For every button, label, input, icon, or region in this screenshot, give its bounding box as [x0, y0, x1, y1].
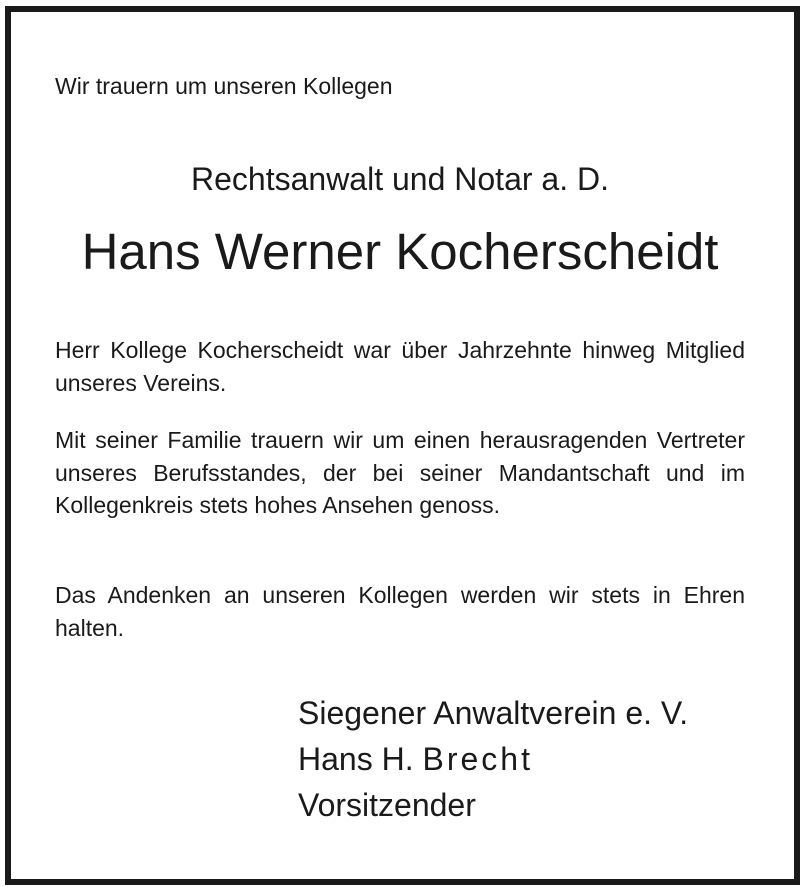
signature-role: Vorsitzender — [298, 787, 476, 823]
signature-person-first: Hans H. — [298, 741, 414, 777]
signature-organization: Siegener Anwaltverein e. V. — [298, 695, 689, 731]
paragraph-membership: Herr Kollege Kocherscheidt war über Jahrzehnte hinweg Mitglied unseres Vereins. — [55, 337, 745, 396]
signature-block — [298, 690, 688, 828]
paragraph-remembrance: Das Andenken an unseren Kollegen werden wir stets in Ehren halten. — [55, 582, 745, 641]
deceased-name: Hans Werner Kocherscheidt — [81, 223, 719, 280]
intro-text: Wir trauern um unseren Kollegen — [55, 73, 393, 99]
signature-person-last: Brecht — [422, 741, 533, 777]
deceased-title: Rechtsanwalt und Notar a. D. — [191, 161, 609, 197]
paragraph-condolence: Mit seiner Familie trauern wir um einen herausragenden Vertreter unseres Berufsstandes, der bei seiner Mandantschaft und im Kollegenkreis stets hohes Ansehen genoss. — [55, 427, 745, 518]
signature-person — [298, 736, 688, 782]
